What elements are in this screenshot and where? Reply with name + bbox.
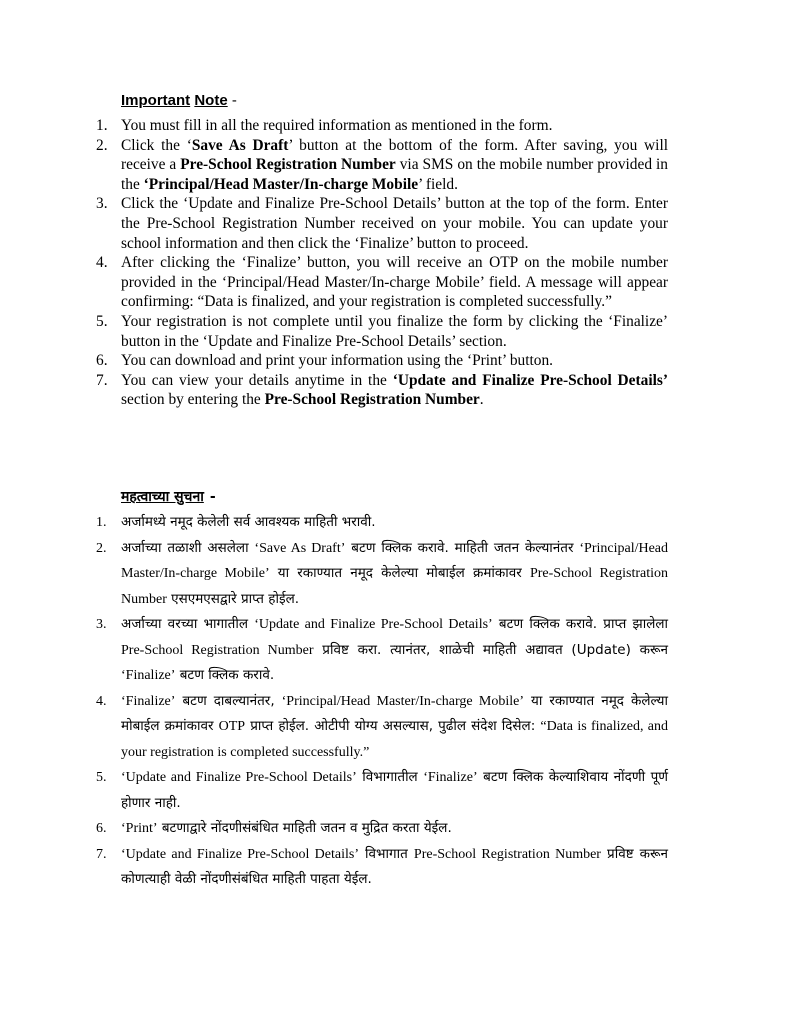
item-text: Your registration is not complete until you finalize the form by clicking the ‘Finalize’ button in the ‘Update and Finalize Pre-School Details’ section. <box>121 312 668 350</box>
item-number: 5. <box>96 770 107 785</box>
english-term: ‘Principal/Head Master/In-charge Mobile’ <box>281 693 524 709</box>
english-term: ‘Update and Finalize Pre-School Details’ <box>121 770 357 785</box>
item-text: विभागातील <box>356 769 424 785</box>
item-number: 6. <box>96 352 108 370</box>
item-text: प्राप्त होईल. ओटीपी योग्य असल्यास, पुढील संदेश दिसेल: <box>245 718 541 734</box>
item-text: या रकाण्यात नमूद केलेल्या मोबाईल क्रमांकावर <box>269 565 530 581</box>
marathi-instructions-list <box>96 510 668 893</box>
item-number: 6. <box>96 821 107 836</box>
item-text: एसएमएसद्वारे प्राप्त होईल. <box>166 590 300 607</box>
item-number: 4. <box>96 254 108 272</box>
english-term: Pre-School Registration Number <box>121 642 314 658</box>
item-text: बटण दाबल्यानंतर, <box>175 692 282 709</box>
item-text: प्रविष्ट करून कोणत्याही वेळी नोंदणीसंबंधित माहिती पाहता येईल. <box>121 845 668 887</box>
bold-text: ‘Update and Finalize Pre-School Details’ <box>392 371 668 389</box>
english-heading <box>121 92 237 109</box>
english-term: ‘Print’ <box>121 821 158 836</box>
item-text: After clicking the ‘Finalize’ button, you will receive an OTP on the mobile number provided in the ‘Principal/Head Master/In-charge Mobile’ field. A message will appear confirming: “Data is finalized, and your registration is completed successfully.” <box>121 254 668 311</box>
item-text: अर्जाच्या वरच्या भागातील <box>121 616 255 632</box>
english-term: ‘Update and Finalize Pre-School Details’ <box>254 617 493 632</box>
item-text: बटण क्लिक केल्याशिवाय नोंदणी पूर्ण होणार नाही. <box>121 769 669 811</box>
marathi-item-2 <box>96 536 668 613</box>
bold-text: Save As Draft <box>191 136 289 154</box>
heading-note: Note <box>194 92 228 109</box>
heading-important: Important <box>121 92 191 109</box>
english-item-5 <box>96 312 668 351</box>
item-number: 7. <box>96 846 107 862</box>
item-text: via SMS on the mobile number provided in the <box>121 156 668 193</box>
english-item-2 <box>96 136 668 195</box>
item-text: प्रविष्ट करा. त्यानंतर, शाळेची माहिती अद्यावत (Update) करून <box>313 641 668 658</box>
marathi-item-3 <box>96 612 668 689</box>
item-text: . <box>479 391 484 409</box>
item-text: ’ field. <box>418 175 458 193</box>
item-text: You can view your details anytime in the <box>121 371 393 389</box>
english-term: ‘Update and Finalize Pre-School Details’ <box>121 846 359 862</box>
english-term: Pre-School Registration Number <box>413 846 601 862</box>
bold-text: Pre-School Registration Number <box>180 156 396 174</box>
item-text: बटणाद्वारे नोंदणीसंबंधित माहिती जतन व मुद्रित करता येईल. <box>157 820 452 836</box>
item-number: 5. <box>96 312 108 330</box>
english-term: OTP <box>218 719 246 734</box>
english-term: Pre-School Registration Number <box>121 566 668 607</box>
english-item-3 <box>96 194 668 253</box>
item-text: या रकाण्यात नमूद केलेल्या मोबाईल क्रमांकावर <box>121 692 668 734</box>
item-text: बटण क्लिक करावे. <box>175 667 275 683</box>
english-item-1 <box>96 116 668 136</box>
item-text: Click the ‘ <box>121 136 192 154</box>
item-text: अर्जाच्या तळाशी असलेला <box>121 539 255 556</box>
item-text: ’ button at the bottom of the form. After saving, you will receive a <box>121 136 668 174</box>
english-term: “Data is finalized, and your registration is completed successfully.” <box>121 719 668 760</box>
marathi-item-6 <box>96 816 668 842</box>
marathi-item-1 <box>96 510 668 536</box>
english-term: ‘Save As Draft’ <box>254 540 346 556</box>
bold-text: ‘Principal/Head Master/In-charge Mobile <box>143 175 419 193</box>
english-term: ‘Finalize’ <box>121 693 176 709</box>
heading-dash: - <box>209 489 216 505</box>
bold-text: Pre-School Registration Number <box>264 391 480 409</box>
marathi-item-7 <box>96 842 668 893</box>
item-text: बटण क्लिक करावे. प्राप्त झालेला <box>492 616 668 632</box>
marathi-item-4 <box>96 689 668 766</box>
item-text: Click the ‘Update and Finalize Pre-School Details’ button at the top of the form. Enter the Pre-School Registration Number received on your mobile. You can update your school information and then click the ‘Finalize’ button to proceed. <box>121 195 668 252</box>
marathi-heading-text: महत्वाच्या सुचना <box>121 489 204 505</box>
item-text: बटण क्लिक करावे. माहिती जतन केल्यानंतर <box>345 539 580 556</box>
item-number: 1. <box>96 515 107 530</box>
english-item-7 <box>96 371 668 410</box>
item-number: 2. <box>96 136 108 154</box>
item-number: 3. <box>96 195 108 213</box>
english-term: ‘Finalize’ <box>121 668 176 683</box>
marathi-heading <box>121 487 216 506</box>
marathi-item-5 <box>96 765 668 816</box>
item-text: विभागात <box>359 845 414 862</box>
heading-dash: - <box>227 92 237 109</box>
item-number: 7. <box>96 371 108 389</box>
item-text: You can download and print your information using the ‘Print’ button. <box>121 352 554 370</box>
english-item-4 <box>96 253 668 312</box>
item-number: 3. <box>96 617 107 632</box>
item-text: अर्जामध्ये नमूद केलेली सर्व आवश्यक माहिती भरावी. <box>121 514 376 530</box>
item-text: section by entering the <box>121 391 265 409</box>
english-instructions-list <box>96 116 668 410</box>
english-item-6 <box>96 351 668 371</box>
item-number: 1. <box>96 117 108 134</box>
english-term: ‘Principal/Head Master/In-charge Mobile’ <box>121 540 669 581</box>
item-text: You must fill in all the required information as mentioned in the form. <box>121 117 553 134</box>
item-number: 4. <box>96 693 107 709</box>
english-term: ‘Finalize’ <box>423 770 478 785</box>
item-number: 2. <box>96 540 107 556</box>
